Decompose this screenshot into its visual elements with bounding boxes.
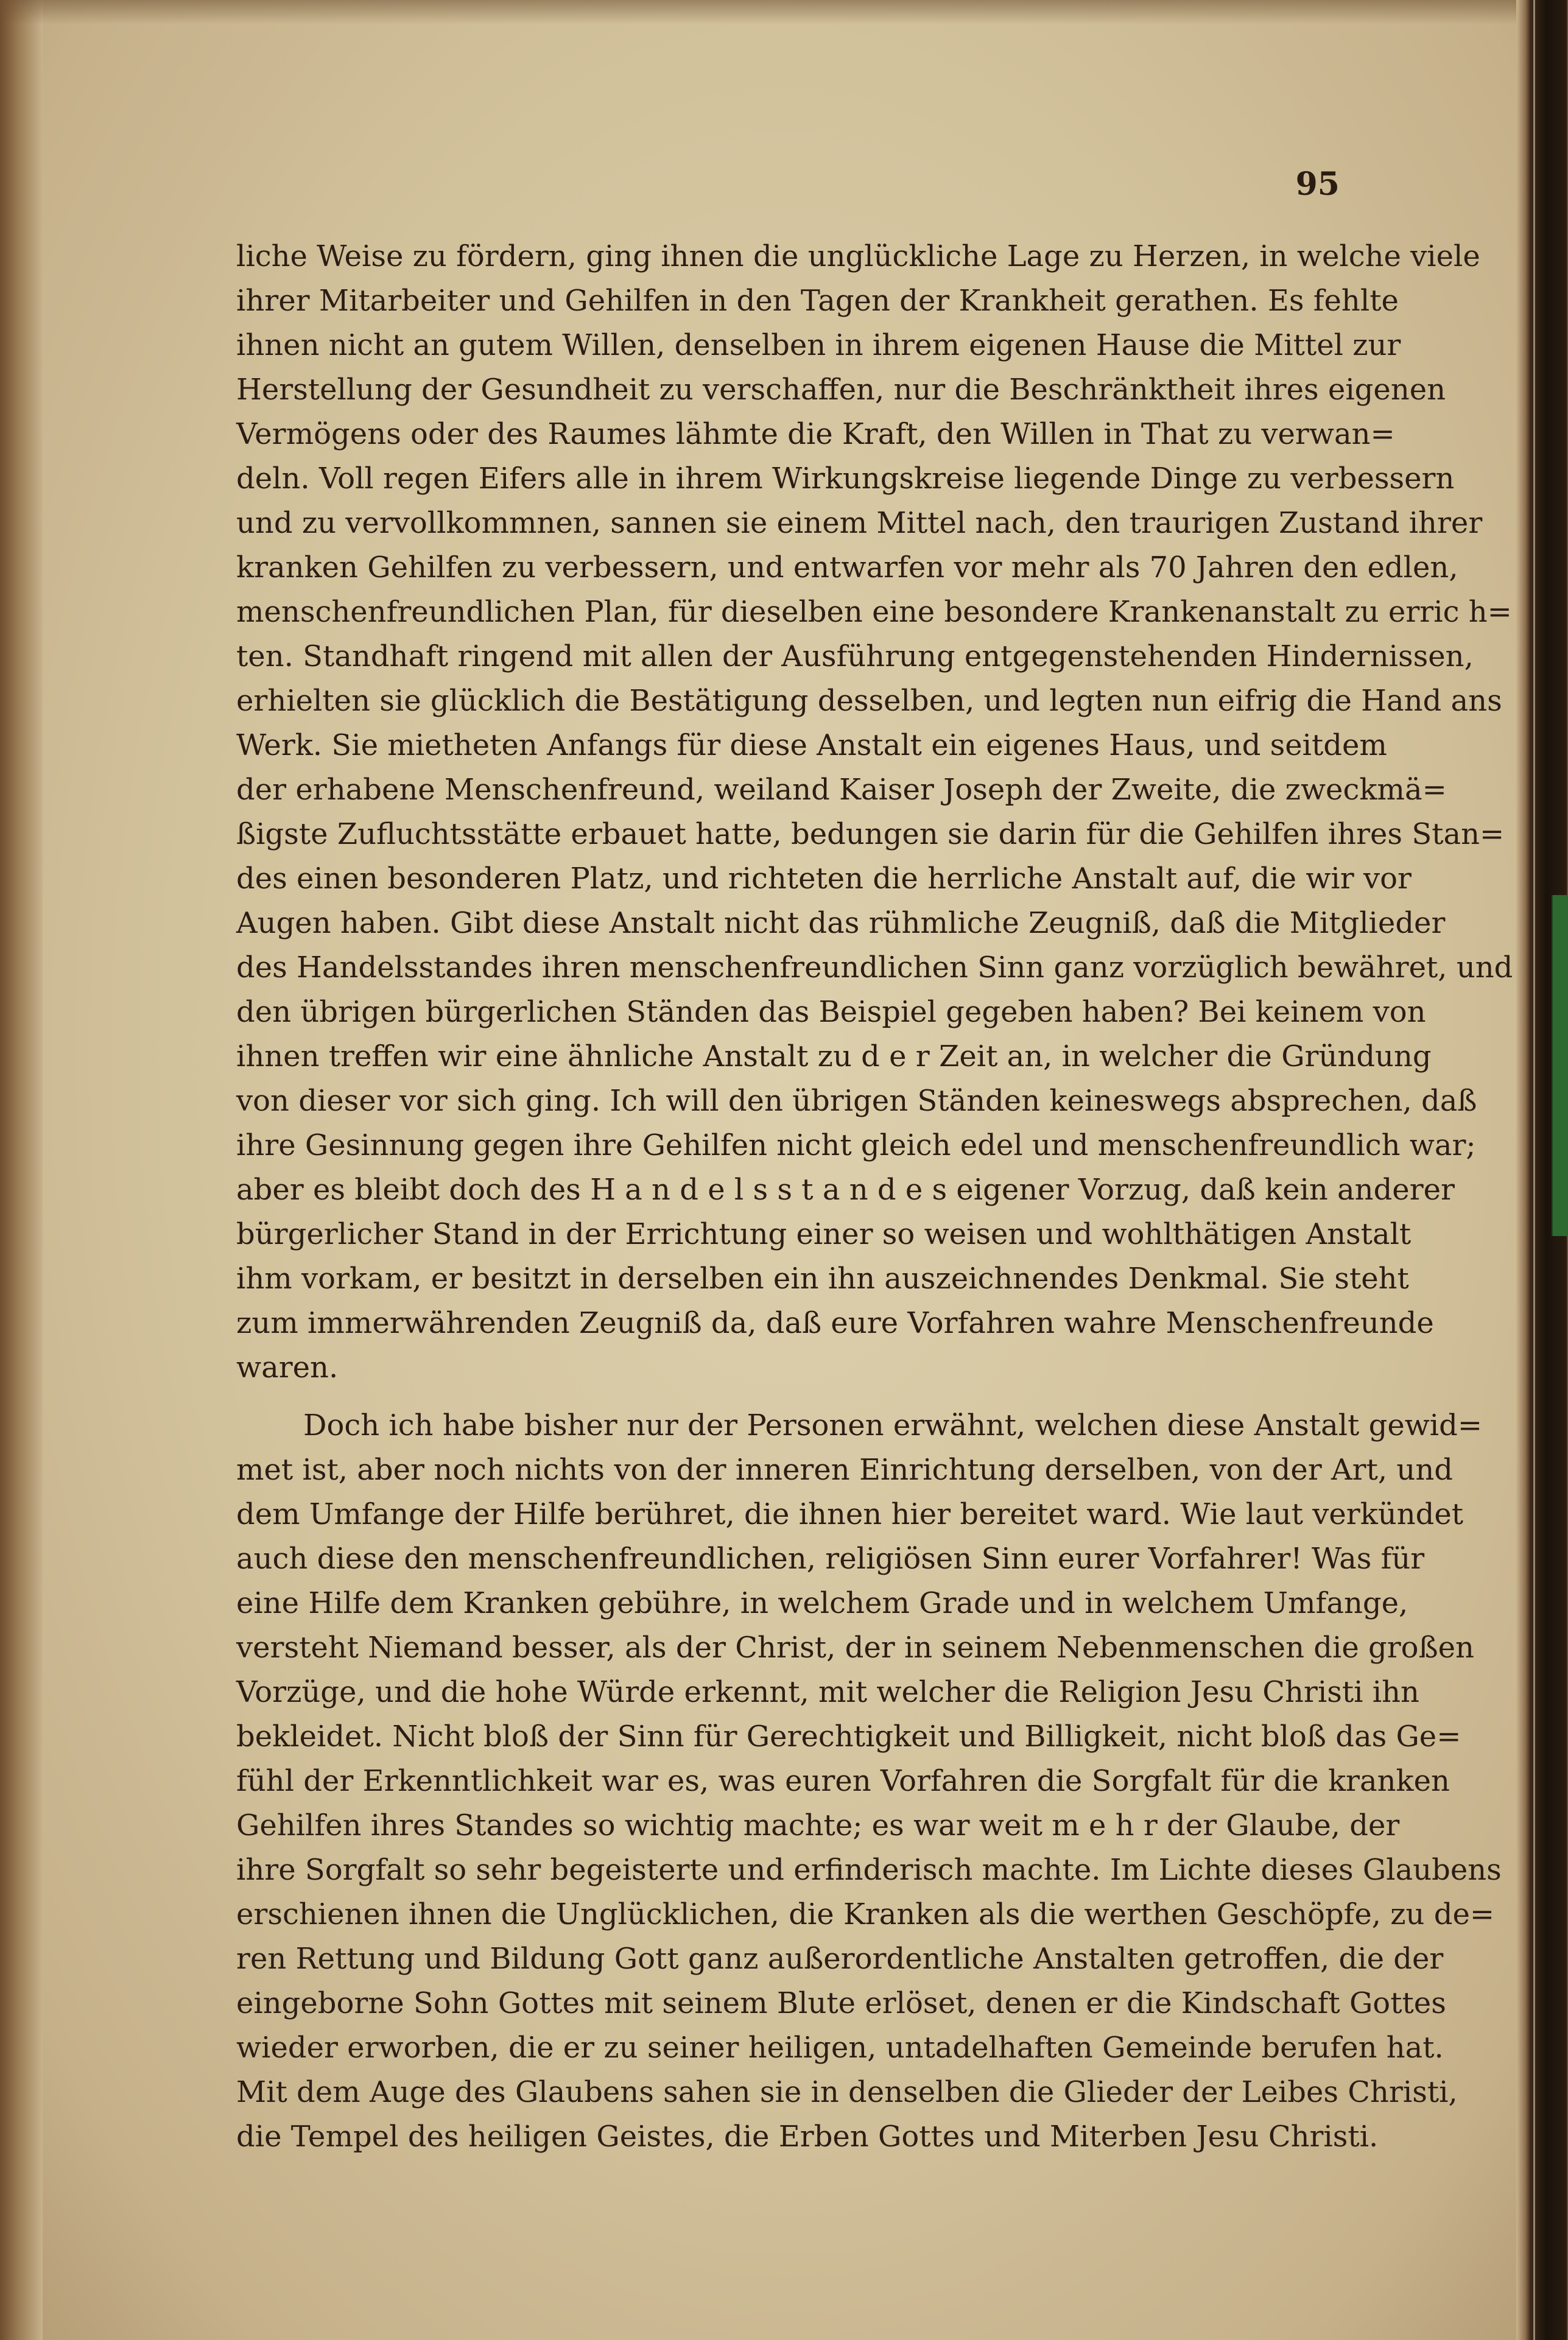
text-line: erhielten sie glücklich die Bestätigung desselben, und legten nun eifrig die Hand ans bbox=[236, 684, 1502, 718]
body-text bbox=[236, 234, 1513, 2159]
page-top-shadow bbox=[0, 0, 1567, 24]
text-line: ren Rettung und Bildung Gott ganz außerordentliche Anstalten getroffen, die der bbox=[236, 1942, 1444, 1976]
text-line: von dieser vor sich ging. Ich will den übrigen Ständen keineswegs absprechen, daß bbox=[236, 1084, 1477, 1118]
text-line: ihm vorkam, er besitzt in derselben ein ihn auszeichnendes Denkmal. Sie steht bbox=[236, 1262, 1409, 1296]
text-line: Vermögens oder des Raumes lähmte die Kraft, den Willen in That zu verwan= bbox=[236, 417, 1395, 451]
text-line: ihre Gesinnung gegen ihre Gehilfen nicht gleich edel und menschenfreundlich war; bbox=[236, 1128, 1476, 1162]
text-line: der erhabene Menschenfreund, weiland Kaiser Joseph der Zweite, die zweckmä= bbox=[236, 773, 1447, 807]
text-line: met ist, aber noch nichts von der inneren Einrichtung derselben, von der Art, und bbox=[236, 1453, 1453, 1487]
text-line: eine Hilfe dem Kranken gebühre, in welchem Grade und in welchem Umfange, bbox=[236, 1586, 1408, 1620]
text-line: deln. Voll regen Eifers alle in ihrem Wirkungskreise liegende Dinge zu verbessern bbox=[236, 462, 1455, 496]
text-line: Mit dem Auge des Glaubens sahen sie in denselben die Glieder der Leibes Christi, bbox=[236, 2075, 1458, 2109]
text-line: des einen besonderen Platz, und richteten die herrliche Anstalt auf, die wir vor bbox=[236, 862, 1412, 896]
text-line: bekleidet. Nicht bloß der Sinn für Gerechtigkeit und Billigkeit, nicht bloß das Ge= bbox=[236, 1720, 1461, 1754]
text-line: Vorzüge, und die hohe Würde erkennt, mit welcher die Religion Jesu Christi ihn bbox=[236, 1675, 1419, 1709]
text-line: Augen haben. Gibt diese Anstalt nicht das rühmliche Zeugniß, daß die Mitglieder bbox=[236, 906, 1446, 940]
paragraph-gap bbox=[236, 1390, 1335, 1404]
text-line: menschenfreundlichen Plan, für dieselben eine besondere Krankenanstalt zu erric h= bbox=[236, 595, 1512, 629]
text-line: dem Umfange der Hilfe berühret, die ihnen hier bereitet ward. Wie laut verkündet bbox=[236, 1497, 1464, 1531]
page-left-edge bbox=[0, 0, 43, 2340]
text-line: ihnen nicht an gutem Willen, denselben in ihrem eigenen Hause die Mittel zur bbox=[236, 328, 1401, 362]
text-line: waren. bbox=[236, 1351, 339, 1385]
text-line: aber es bleibt doch des H a n d e l s s t a n d e s eigener Vorzug, daß kein anderer bbox=[236, 1173, 1455, 1207]
text-line: Werk. Sie mietheten Anfangs für diese Anstalt ein eigenes Haus, und seitdem bbox=[236, 728, 1387, 762]
text-line: ihnen treffen wir eine ähnliche Anstalt zu d e r Zeit an, in welcher die Gründung bbox=[236, 1039, 1432, 1073]
text-line: Gehilfen ihres Standes so wichtig machte; es war weit m e h r der Glaube, der bbox=[236, 1808, 1400, 1843]
text-line: ten. Standhaft ringend mit allen der Ausführung entgegenstehenden Hindernissen, bbox=[236, 639, 1474, 673]
spine-sticker bbox=[1552, 895, 1568, 1236]
spine-highlight bbox=[1533, 0, 1535, 2340]
text-line: kranken Gehilfen zu verbessern, und entwarfen vor mehr als 70 Jahren den edlen, bbox=[236, 550, 1458, 585]
text-line: und zu vervollkommnen, sannen sie einem Mittel nach, den traurigen Zustand ihrer bbox=[236, 506, 1483, 540]
text-line: wieder erworben, die er zu seiner heiligen, untadelhaften Gemeinde berufen hat. bbox=[236, 2031, 1444, 2065]
text-line: den übrigen bürgerlichen Ständen das Beispiel gegeben haben? Bei keinem von bbox=[236, 995, 1426, 1029]
text-line: die Tempel des heiligen Geistes, die Erben Gottes und Miterben Jesu Christi. bbox=[236, 2120, 1379, 2154]
text-line: Doch ich habe bisher nur der Personen erwähnt, welchen diese Anstalt gewid= bbox=[303, 1408, 1483, 1442]
text-line: eingeborne Sohn Gottes mit seinem Blute erlöset, denen er die Kindschaft Gottes bbox=[236, 1986, 1446, 2020]
text-line: ihrer Mitarbeiter und Gehilfen in den Tagen der Krankheit gerathen. Es fehlte bbox=[236, 284, 1399, 318]
text-line: ihre Sorgfalt so sehr begeisterte und erfinderisch machte. Im Lichte dieses Glaubens bbox=[236, 1853, 1502, 1887]
text-line: des Handelsstandes ihren menschenfreundlichen Sinn ganz vorzüglich bewähret, und bbox=[236, 950, 1513, 985]
text-line: bürgerlicher Stand in der Errichtung einer so weisen und wohlthätigen Anstalt bbox=[236, 1217, 1412, 1251]
page-number: 95 bbox=[1295, 166, 1340, 203]
text-line: zum immerwährenden Zeugniß da, daß eure Vorfahren wahre Menschenfreunde bbox=[236, 1306, 1434, 1340]
text-line: erschienen ihnen die Unglücklichen, die Kranken als die werthen Geschöpfe, zu de= bbox=[236, 1897, 1495, 1931]
text-line: ßigste Zufluchtsstätte erbauet hatte, bedungen sie darin für die Gehilfen ihres Stan= bbox=[236, 817, 1505, 851]
text-line: auch diese den menschenfreundlichen, religiösen Sinn eurer Vorfahrer! Was für bbox=[236, 1542, 1425, 1576]
text-line: Herstellung der Gesundheit zu verschaffen, nur die Beschränktheit ihres eigenen bbox=[236, 373, 1446, 407]
text-line: liche Weise zu fördern, ging ihnen die unglückliche Lage zu Herzen, in welche viele bbox=[236, 239, 1480, 273]
text-line: fühl der Erkenntlichkeit war es, was euren Vorfahren die Sorgfalt für die kranken bbox=[236, 1764, 1450, 1798]
text-line: versteht Niemand besser, als der Christ, der in seinem Nebenmenschen die großen bbox=[236, 1631, 1474, 1665]
